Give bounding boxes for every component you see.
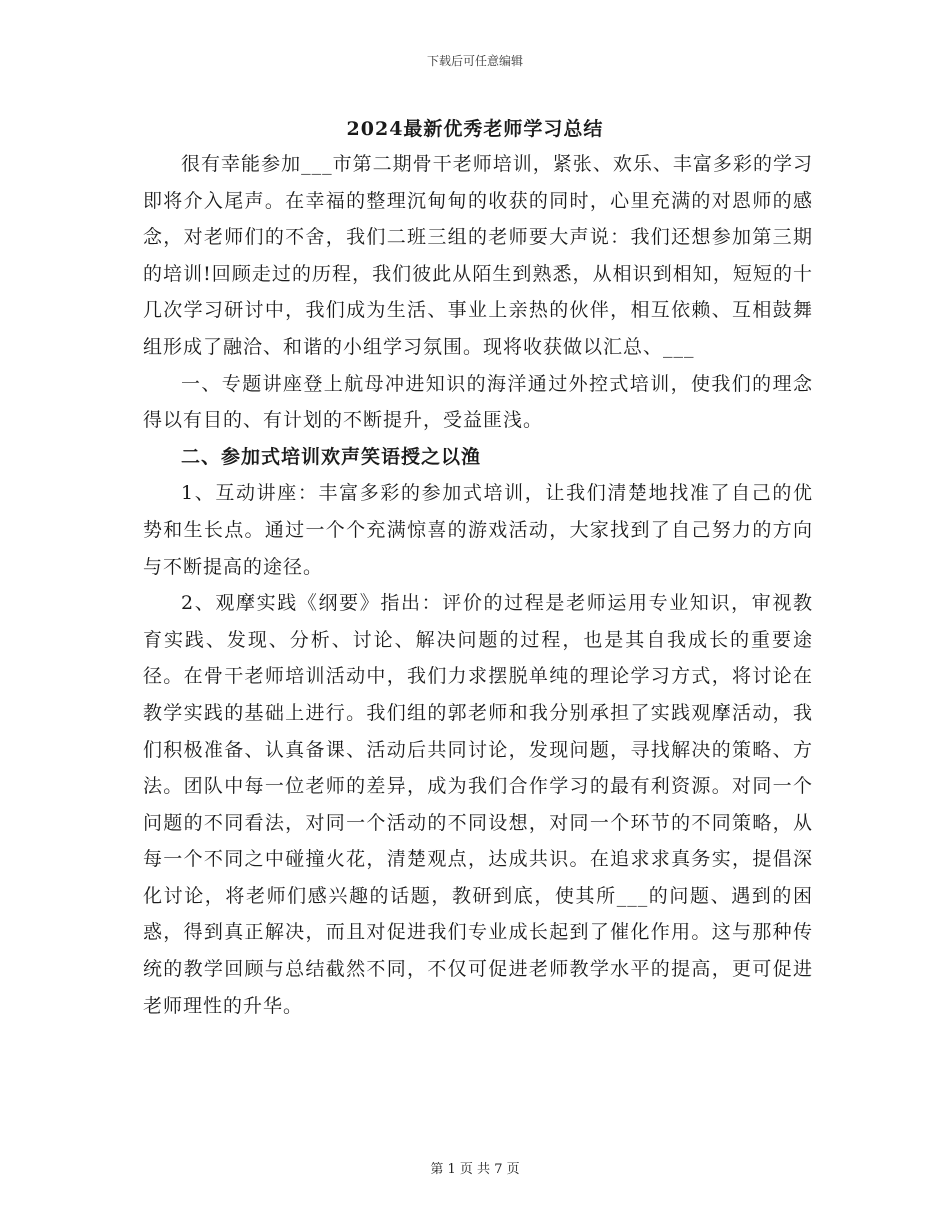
document-body bbox=[143, 146, 813, 1024]
intro-paragraph: 很有幸能参加___市第二期骨干老师培训，紧张、欢乐、丰富多彩的学习即将介入尾声。在幸福的整理沉甸甸的收获的同时，心里充满的对恩师的感念，对老师们的不舍，我们二班三组的老师要大声说：我们还想参加第三期的培训!回顾走过的历程，我们彼此从陌生到熟悉，从相识到相知，短短的十几次学习研讨中，我们成为生活、事业上亲热的伙伴，相互依赖、互相鼓舞组形成了融洽、和谐的小组学习氛围。现将收获做以汇总、___ bbox=[143, 153, 813, 358]
section-two-heading: 二、参加式培训欢声笑语授之以渔 bbox=[181, 445, 482, 468]
section-one-paragraph: 一、专题讲座登上航母冲进知识的海洋通过外控式培训，使我们的理念得以有目的、有计划的不断提升，受益匪浅。 bbox=[143, 372, 813, 432]
page-header-note: 下载后可任意编辑 bbox=[426, 54, 523, 68]
observation-practice-paragraph: 2、观摩实践《纲要》指出：评价的过程是老师运用专业知识，审视教育实践、发现、分析、讨论、解决问题的过程，也是其自我成长的重要途径。在骨干老师培训活动中，我们力求摆脱单纯的理论学习方式，将讨论在教学实践的基础上进行。我们组的郭老师和我分别承担了实践观摩活动，我们积极准备、认真备课、活动后共同讨论，发现问题，寻找解决的策略、方法。团队中每一位老师的差异，成为我们合作学习的最有利资源。对同一个问题的不同看法，对同一个活动的不同设想，对同一个环节的不同策略，从每一个不同之中碰撞火花，清楚观点，达成共识。在追求求真务实，提倡深化讨论，将老师们感兴趣的话题，教研到底，使其所___的问题、遇到的困惑，得到真正解决，而且对促进我们专业成长起到了催化作用。这与那种传统的教学回顾与总结截然不同，不仅可促进老师教学水平的提高，更可促进老师理性的升华。 bbox=[143, 592, 813, 1017]
page-number-footer: 第 1 页 共 7 页 bbox=[430, 1162, 520, 1177]
interactive-lecture-paragraph: 1、互动讲座：丰富多彩的参加式培训，让我们清楚地找准了自己的优势和生长点。通过一个个充满惊喜的游戏活动，大家找到了自己努力的方向与不断提高的途径。 bbox=[143, 482, 813, 578]
document-title: 2024最新优秀老师学习总结 bbox=[346, 118, 604, 140]
